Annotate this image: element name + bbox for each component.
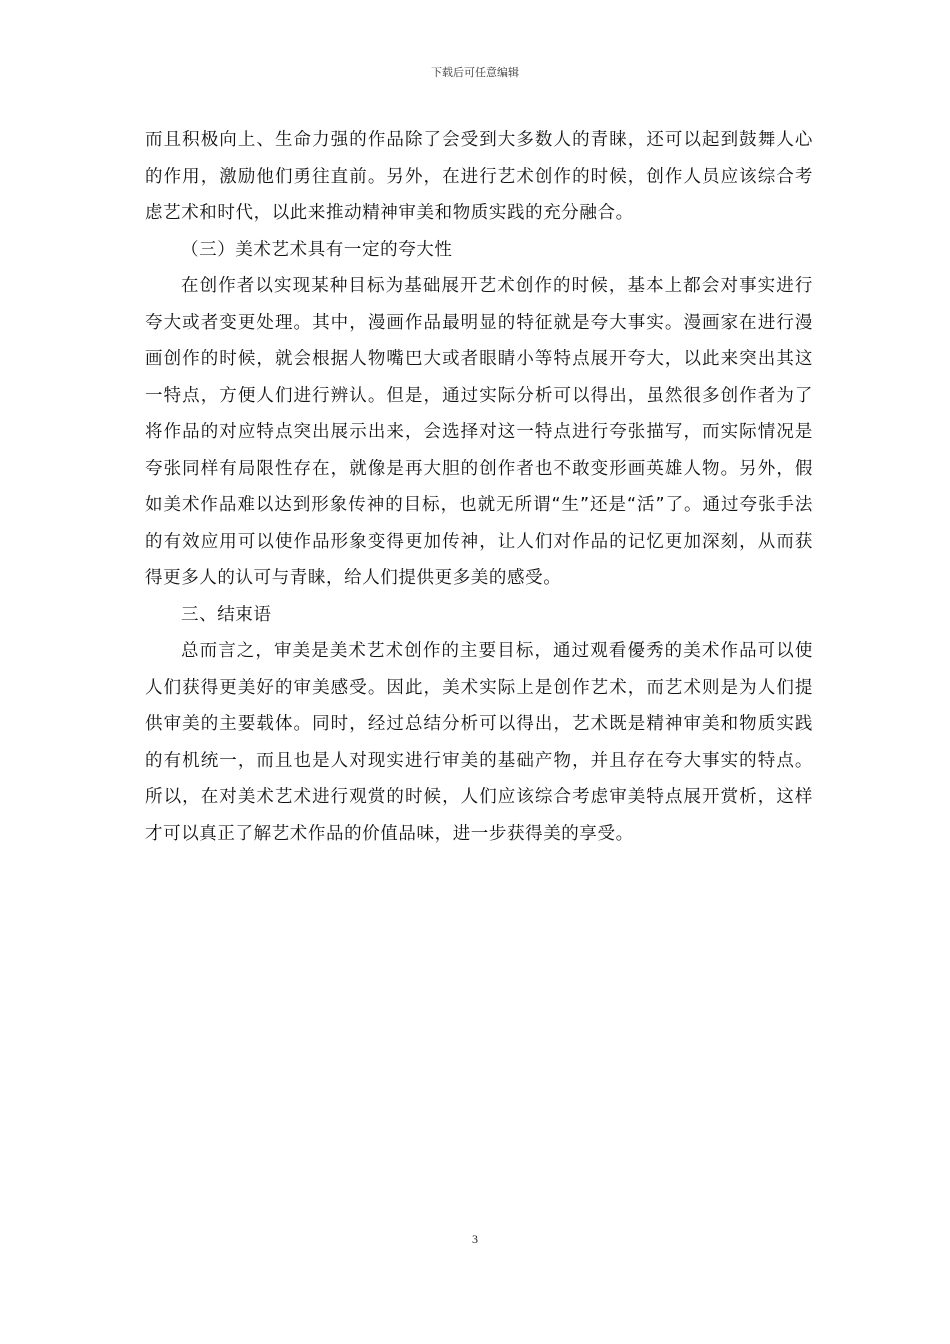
paragraph-conclusion: 总而言之，审美是美术艺术创作的主要目标，通过观看優秀的美术作品可以使人们获得更美好的审美感受。因此，美术实际上是创作艺术，而艺术则是为人们提供审美的主要载体。同时，经过总结分析可以得出，艺术既是精神审美和物质实践的有机统一，而且也是人对现实进行审美的基础产物，并且存在夸大事实的特点。所以，在对美术艺术进行观赏的时候，人们应该综合考虑审美特点展开赏析，这样才可以真正了解艺术作品的价值品味，进一步获得美的享受。 xyxy=(145,641,813,844)
conclusion-heading: 三、结束语 xyxy=(181,604,272,625)
page-header: 下载后可任意编辑 xyxy=(431,66,519,79)
document-body xyxy=(145,122,813,852)
section-subheading: （三）美术艺术具有一定的夸大性 xyxy=(181,239,453,260)
page-number: 3 xyxy=(472,1232,478,1246)
paragraph-exaggeration: 在创作者以实现某种目标为基础展开艺术创作的时候，基本上都会对事实进行夸大或者变更处理。其中，漫画作品最明显的特征就是夸大事实。漫画家在进行漫画创作的时候，就会根据人物嘴巴大或者眼睛小等特点展开夸大，以此来突出其这一特点，方便人们进行辨认。但是，通过实际分析可以得出，虽然很多创作者为了将作品的对应特点突出展示出来，会选择对这一特点进行夸张描写，而实际情况是夸张同样有局限性存在，就像是再大胆的创作者也不敢变形画英雄人物。另外，假如美术作品难以达到形象传神的目标，也就无所谓“生”还是“活”了。通过夸张手法的有效应用可以使作品形象变得更加传神，让人们对作品的记忆更加深刻，从而获得更多人的认可与青睐，给人们提供更多美的感受。 xyxy=(145,276,813,588)
paragraph-continuation: 而且积极向上、生命力强的作品除了会受到大多数人的青睐，还可以起到鼓舞人心的作用，激励他们勇往直前。另外，在进行艺术创作的时候，创作人员应该综合考虑艺术和时代，以此来推动精神审美和物质实践的充分融合。 xyxy=(145,130,813,223)
